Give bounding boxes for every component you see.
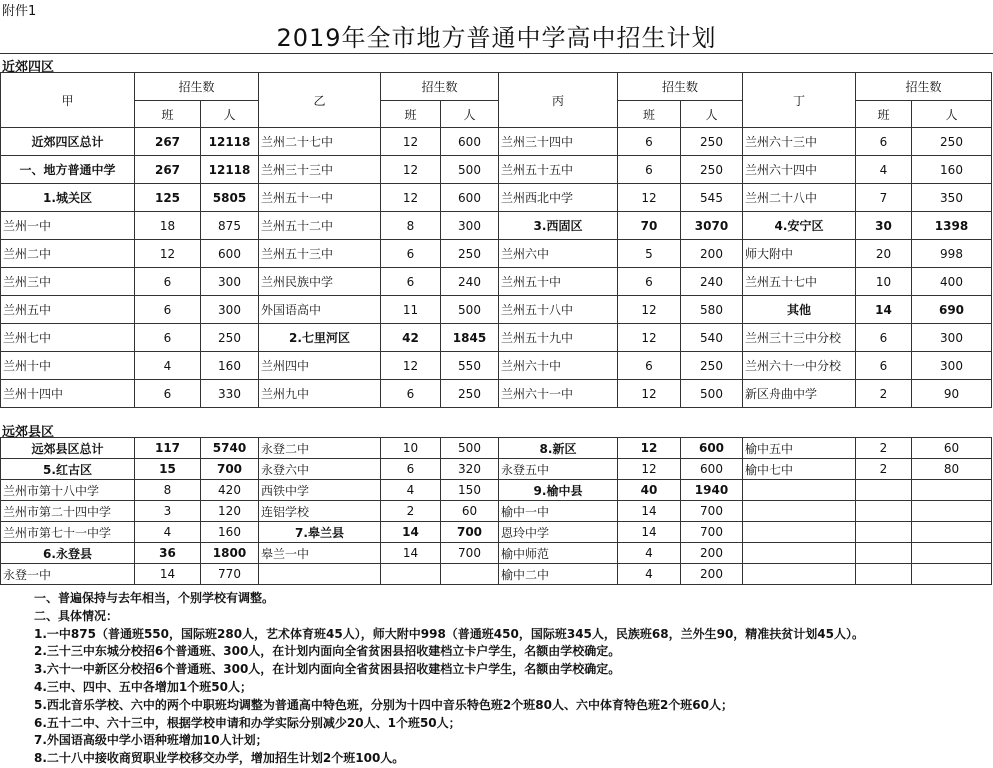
table-near-suburbs [0,72,992,408]
classes-cell: 14 [618,501,681,522]
people-cell: 12118 [201,128,259,156]
people-cell: 250 [912,128,992,156]
school-name-cell: 兰州市第十八中学 [1,480,135,501]
table-row [1,501,992,522]
classes-cell: 6 [381,240,441,268]
people-cell: 250 [441,380,499,408]
table-row [1,480,992,501]
header-classes: 班 [618,101,681,128]
school-name-cell: 兰州五十中 [499,268,618,296]
page-title: 2019年全市地方普通中学高中招生计划 [276,24,717,52]
table-row [1,156,992,184]
header-classes: 班 [135,101,201,128]
school-name-cell: 榆中一中 [499,501,618,522]
school-name-cell: 兰州六十四中 [743,156,856,184]
school-name-cell: 4.安宁区 [743,212,856,240]
people-cell: 330 [201,380,259,408]
table-row [1,438,992,459]
classes-cell: 6 [381,268,441,296]
classes-cell: 6 [381,459,441,480]
school-name-cell: 其他 [743,296,856,324]
school-name-cell: 兰州三十三中分校 [743,324,856,352]
school-name-cell: 兰州十四中 [1,380,135,408]
school-name-cell: 兰州五十三中 [259,240,381,268]
classes-cell: 6 [135,296,201,324]
note-line: 2.三十三中东城分校招6个普通班、300人，在计划内面向全省贫困县招收建档立卡户学生，名额由学校确定。 [34,644,621,659]
people-cell: 200 [681,564,743,585]
classes-cell: 12 [618,184,681,212]
school-name-cell: 永登一中 [1,564,135,585]
classes-cell: 4 [618,564,681,585]
classes-cell [856,564,912,585]
people-cell: 200 [681,240,743,268]
school-name-cell: 永登六中 [259,459,381,480]
school-name-cell: 兰州六十三中 [743,128,856,156]
header-enroll-b: 招生数 [381,73,499,101]
classes-cell: 2 [856,438,912,459]
people-cell: 700 [441,522,499,543]
classes-cell: 2 [381,501,441,522]
school-name-cell: 永登五中 [499,459,618,480]
header-classes: 班 [381,101,441,128]
people-cell: 120 [201,501,259,522]
people-cell: 250 [201,324,259,352]
school-name-cell: 兰州六十一中 [499,380,618,408]
school-name-cell: 3.西固区 [499,212,618,240]
people-cell: 700 [201,459,259,480]
people-cell: 600 [441,184,499,212]
classes-cell: 14 [618,522,681,543]
note-line: 8.二十八中接收商贸职业学校移交办学，增加招生计划2个班100人。 [34,751,405,766]
classes-cell: 2 [856,459,912,480]
classes-cell: 14 [381,522,441,543]
classes-cell: 4 [381,480,441,501]
school-name-cell [743,480,856,501]
classes-cell: 15 [135,459,201,480]
people-cell: 90 [912,380,992,408]
people-cell: 5805 [201,184,259,212]
classes-cell: 12 [618,438,681,459]
school-name-cell [743,543,856,564]
attachment-label: 附件1 [2,4,37,19]
classes-cell: 6 [135,324,201,352]
people-cell: 600 [441,128,499,156]
classes-cell: 267 [135,128,201,156]
note-line: 一、普遍保持与去年相当，个别学校有调整。 [34,591,275,605]
table-row [1,212,992,240]
classes-cell: 14 [856,296,912,324]
section-label-far: 远郊县区 [2,425,55,440]
classes-cell: 12 [381,128,441,156]
people-cell: 160 [201,522,259,543]
classes-cell [856,522,912,543]
classes-cell: 70 [618,212,681,240]
school-name-cell: 皋兰一中 [259,543,381,564]
people-cell: 1940 [681,480,743,501]
note-line: 1.一中875（普通班550，国际班280人，艺术体育班45人），师大附中998（普通班450，国际班345人，民族班68，兰外生90，精准扶贫计划45人）。 [34,626,865,641]
school-name-cell: 永登二中 [259,438,381,459]
classes-cell: 2 [856,380,912,408]
section-label-near: 近郊四区 [2,60,55,75]
school-name-cell: 8.新区 [499,438,618,459]
classes-cell [856,543,912,564]
people-cell: 540 [681,324,743,352]
school-name-cell: 5.红古区 [1,459,135,480]
school-name-cell: 榆中七中 [743,459,856,480]
note-line: 3.六十一中新区分校招6个普通班、300人，在计划内面向全省贫困县招收建档立卡户学生，名额由学校确定。 [34,662,621,677]
header-col-a: 甲 [1,73,135,128]
classes-cell: 6 [856,352,912,380]
classes-cell: 6 [381,380,441,408]
classes-cell [856,480,912,501]
school-name-cell: 兰州二十七中 [259,128,381,156]
school-name-cell [743,522,856,543]
table-far-counties [0,437,992,585]
people-cell: 998 [912,240,992,268]
school-name-cell: 兰州市第七十一中学 [1,522,135,543]
school-name-cell: 兰州五中 [1,296,135,324]
people-cell: 1845 [441,324,499,352]
school-name-cell: 连铝学校 [259,501,381,522]
classes-cell: 4 [856,156,912,184]
people-cell: 500 [441,296,499,324]
people-cell: 600 [681,459,743,480]
classes-cell: 12 [381,156,441,184]
people-cell: 300 [441,212,499,240]
classes-cell: 12 [618,459,681,480]
people-cell: 160 [201,352,259,380]
people-cell: 60 [912,438,992,459]
classes-cell: 6 [618,156,681,184]
school-name-cell: 1.城关区 [1,184,135,212]
classes-cell: 5 [618,240,681,268]
people-cell: 700 [681,522,743,543]
note-line: 二、具体情况： [34,608,119,623]
school-name-cell: 西铁中学 [259,480,381,501]
people-cell: 420 [201,480,259,501]
school-name-cell: 9.榆中县 [499,480,618,501]
title-divider [0,53,993,54]
people-cell: 240 [441,268,499,296]
people-cell: 60 [441,501,499,522]
people-cell: 250 [681,352,743,380]
school-name-cell: 兰州六十一中分校 [743,352,856,380]
people-cell [912,543,992,564]
people-cell: 875 [201,212,259,240]
classes-cell [381,564,441,585]
people-cell: 700 [441,543,499,564]
school-name-cell: 兰州西北中学 [499,184,618,212]
classes-cell: 12 [381,184,441,212]
people-cell: 300 [912,324,992,352]
people-cell: 12118 [201,156,259,184]
school-name-cell: 兰州五十八中 [499,296,618,324]
header-col-c: 丙 [499,73,618,128]
table-row [1,522,992,543]
classes-cell: 8 [135,480,201,501]
school-name-cell [259,564,381,585]
people-cell [912,480,992,501]
school-name-cell: 兰州市第二十四中学 [1,501,135,522]
table-row [1,240,992,268]
classes-cell: 12 [618,380,681,408]
header-enroll-a: 招生数 [135,73,259,101]
classes-cell: 12 [618,324,681,352]
people-cell [912,501,992,522]
people-cell [441,564,499,585]
school-name-cell: 师大附中 [743,240,856,268]
people-cell: 600 [681,438,743,459]
classes-cell: 40 [618,480,681,501]
header-people: 人 [912,101,992,128]
people-cell: 500 [681,380,743,408]
people-cell: 160 [912,156,992,184]
people-cell: 3070 [681,212,743,240]
people-cell: 300 [201,296,259,324]
classes-cell: 125 [135,184,201,212]
classes-cell: 6 [135,380,201,408]
classes-cell: 6 [856,324,912,352]
school-name-cell: 兰州二中 [1,240,135,268]
school-name-cell: 兰州五十一中 [259,184,381,212]
notes [34,590,864,768]
school-name-cell [743,564,856,585]
classes-cell: 14 [135,564,201,585]
table-row [1,128,992,156]
school-name-cell: 兰州五十二中 [259,212,381,240]
classes-cell: 20 [856,240,912,268]
people-cell: 500 [441,438,499,459]
school-name-cell: 兰州三十四中 [499,128,618,156]
note-line: 6.五十二中、六十三中，根据学校申请和办学实际分别减少20人、1个班50人； [34,715,461,730]
classes-cell: 30 [856,212,912,240]
classes-cell: 6 [618,268,681,296]
people-cell: 545 [681,184,743,212]
header-col-d: 丁 [743,73,856,128]
school-name-cell: 兰州五十九中 [499,324,618,352]
people-cell: 250 [681,156,743,184]
header-enroll-d: 招生数 [856,73,992,101]
table-row [1,459,992,480]
school-name-cell: 远郊县区总计 [1,438,135,459]
table-row [1,268,992,296]
header-enroll-c: 招生数 [618,73,743,101]
people-cell: 700 [681,501,743,522]
school-name-cell: 6.永登县 [1,543,135,564]
people-cell: 300 [912,352,992,380]
school-name-cell: 兰州五十五中 [499,156,618,184]
school-name-cell: 新区舟曲中学 [743,380,856,408]
people-cell: 550 [441,352,499,380]
classes-cell: 8 [381,212,441,240]
classes-cell: 4 [618,543,681,564]
people-cell: 600 [201,240,259,268]
school-name-cell: 2.七里河区 [259,324,381,352]
people-cell: 1800 [201,543,259,564]
table-row [1,543,992,564]
people-cell: 300 [201,268,259,296]
people-cell: 250 [681,128,743,156]
classes-cell: 7 [856,184,912,212]
note-line: 5.西北音乐学校、六中的两个中职班均调整为普通高中特色班，分别为十四中音乐特色班2个班80人、六中体育特色班2个班60人； [34,697,734,712]
school-name-cell: 榆中师范 [499,543,618,564]
people-cell: 690 [912,296,992,324]
classes-cell: 36 [135,543,201,564]
classes-cell: 267 [135,156,201,184]
school-name-cell: 兰州四中 [259,352,381,380]
people-cell: 80 [912,459,992,480]
people-cell: 200 [681,543,743,564]
school-name-cell: 兰州九中 [259,380,381,408]
school-name-cell: 榆中二中 [499,564,618,585]
table-row [1,380,992,408]
people-cell: 580 [681,296,743,324]
school-name-cell: 兰州三十三中 [259,156,381,184]
people-cell: 350 [912,184,992,212]
table-row [1,296,992,324]
school-name-cell: 兰州三中 [1,268,135,296]
people-cell: 770 [201,564,259,585]
people-cell: 1398 [912,212,992,240]
header-col-b: 乙 [259,73,381,128]
school-name-cell: 外国语高中 [259,296,381,324]
classes-cell: 6 [856,128,912,156]
classes-cell: 4 [135,352,201,380]
school-name-cell: 兰州一中 [1,212,135,240]
people-cell: 320 [441,459,499,480]
classes-cell: 14 [381,543,441,564]
people-cell: 5740 [201,438,259,459]
school-name-cell: 兰州十中 [1,352,135,380]
classes-cell: 11 [381,296,441,324]
school-name-cell: 一、地方普通中学 [1,156,135,184]
classes-cell: 4 [135,522,201,543]
people-cell: 240 [681,268,743,296]
classes-cell: 6 [135,268,201,296]
table-row [1,352,992,380]
header-classes: 班 [856,101,912,128]
header-people: 人 [201,101,259,128]
classes-cell: 117 [135,438,201,459]
classes-cell: 10 [381,438,441,459]
people-cell [912,522,992,543]
school-name-cell: 兰州七中 [1,324,135,352]
school-name-cell: 兰州六十中 [499,352,618,380]
table-row [1,324,992,352]
classes-cell: 12 [381,352,441,380]
note-line: 7.外国语高级中学小语种班增加10人计划； [34,733,268,748]
school-name-cell: 榆中五中 [743,438,856,459]
classes-cell: 6 [618,128,681,156]
people-cell: 500 [441,156,499,184]
school-name-cell: 恩玲中学 [499,522,618,543]
school-name-cell: 近郊四区总计 [1,128,135,156]
classes-cell: 10 [856,268,912,296]
school-name-cell: 兰州五十七中 [743,268,856,296]
classes-cell: 12 [135,240,201,268]
school-name-cell: 7.皋兰县 [259,522,381,543]
header-people: 人 [441,101,499,128]
people-cell: 400 [912,268,992,296]
people-cell: 150 [441,480,499,501]
classes-cell: 42 [381,324,441,352]
school-name-cell: 兰州二十八中 [743,184,856,212]
table-row [1,184,992,212]
people-cell: 250 [441,240,499,268]
school-name-cell: 兰州六中 [499,240,618,268]
table-row [1,564,992,585]
note-line: 4.三中、四中、五中各增加1个班50人； [34,679,252,694]
school-name-cell [743,501,856,522]
classes-cell: 6 [618,352,681,380]
classes-cell: 18 [135,212,201,240]
header-people: 人 [681,101,743,128]
classes-cell: 3 [135,501,201,522]
school-name-cell: 兰州民族中学 [259,268,381,296]
classes-cell: 12 [618,296,681,324]
people-cell [912,564,992,585]
classes-cell [856,501,912,522]
